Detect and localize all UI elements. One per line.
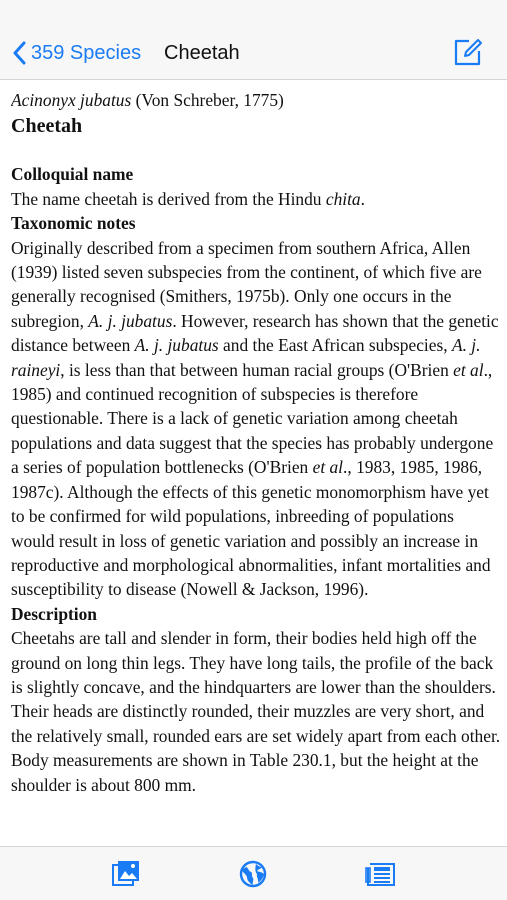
edit-button[interactable] <box>453 37 483 67</box>
chevron-left-icon <box>12 41 26 65</box>
back-button[interactable] <box>12 36 141 70</box>
text-button[interactable] <box>365 859 395 889</box>
taxonomic-text: and the East African subspecies, <box>218 335 452 356</box>
species-content <box>11 88 501 846</box>
description-heading: Description <box>11 603 97 624</box>
taxonomic-text: Originally described from a specimen from southern Africa, Allen (1939) listed seven subspecies from the continent, of which five are generally recognised (Smithers, 1975b). Only one occurs in the subregion, <box>11 237 482 331</box>
taxonomic-notes-heading: Taxonomic notes <box>11 213 136 234</box>
gallery-button[interactable] <box>111 859 141 889</box>
taxonomic-text: ., 1983, 1985, 1986, 1987c). Although the effects of this genetic monomorphism have yet to be confirmed for wild populations, inbreeding of populations would result in loss of genetic variation and possibly an increase in reproductive and morphological abnormalities, infant mortalities and susceptibility to disease (Nowell & Jackson, 1996). <box>11 457 491 600</box>
back-button-label: 359 Species <box>31 41 142 64</box>
photo-gallery-icon <box>111 859 141 889</box>
citation-et-al: et al <box>312 457 344 478</box>
colloquial-name-text <box>11 187 501 211</box>
taxonomic-notes-text <box>11 236 501 602</box>
colloquial-text: The name cheetah is derived from the Hindu <box>11 188 326 209</box>
section-spacer <box>11 140 501 162</box>
description-text: Cheetahs are tall and slender in form, their bodies held high off the ground on long thin legs. They have long tails, the profile of the back is slightly concave, and the hindquarters are lower than the shoulders. Their heads are distinctly rounded, their muzzles are very short, and the relatively small, rounded ears are set widely apart from each other. Body measurements are shown in Table 230.1, but the height at the shoulder is about 800 mm. <box>11 628 501 795</box>
colloquial-text-end: . <box>360 188 365 209</box>
taxonomic-text: ., 1985) and continued recognition of subspecies is therefore questionable. There is a lack of genetic variation among cheetah populations and data suggest that the species has probably undergone a series of population bottlenecks (O'Brien <box>11 359 494 478</box>
map-button[interactable] <box>238 859 268 889</box>
colloquial-name-heading: Colloquial name <box>11 164 134 185</box>
taxonomic-text: , is less than that between human racial groups (O'Brien <box>60 359 454 380</box>
subspecies-name: A. j. raineyi <box>11 335 481 380</box>
subspecies-name: A. j. jubatus <box>88 310 173 331</box>
globe-icon <box>238 859 268 889</box>
compose-icon <box>453 37 483 67</box>
subspecies-name: A. j. jubatus <box>134 335 219 356</box>
navigation-bar <box>0 0 507 80</box>
page-title: Cheetah <box>164 42 240 64</box>
citation-et-al: et al <box>453 359 484 380</box>
binomial-name: Acinonyx jubatus <box>11 90 132 110</box>
naming-authority: (Von Schreber, 1775) <box>131 90 284 110</box>
common-name-heading: Cheetah <box>11 115 83 138</box>
bottom-toolbar <box>0 846 507 900</box>
scientific-name-line <box>11 88 501 112</box>
taxonomic-text: . However, research has shown that the genetic distance between <box>11 310 499 356</box>
colloquial-italic: chita <box>325 188 361 209</box>
text-document-icon <box>365 859 397 889</box>
